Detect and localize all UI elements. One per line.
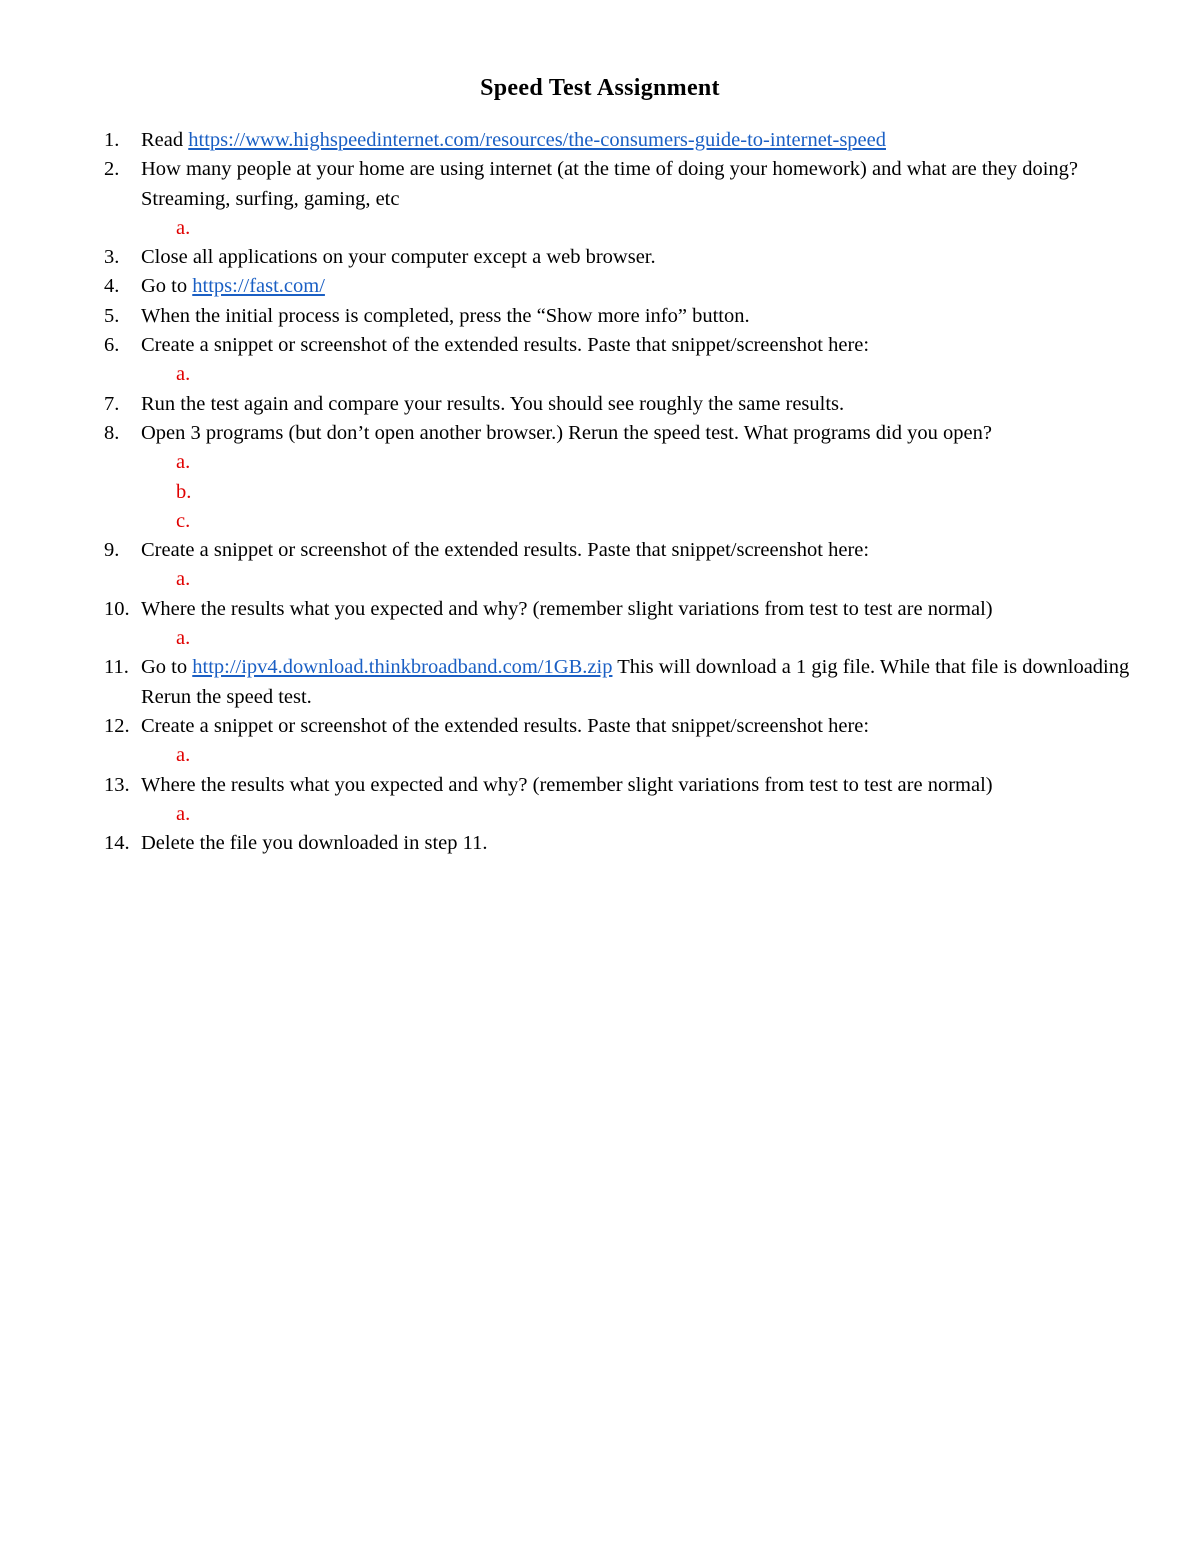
list-item [104,272,1134,301]
list-item [104,419,1134,448]
numbered-list [104,126,1134,858]
list-item [104,653,1134,712]
list-item-number: 13. [104,773,130,796]
list-item [104,302,1134,331]
list-item [104,829,1134,858]
list-item-number: 8. [104,421,120,444]
list-item [104,390,1134,419]
answer-sublabel: a. [176,568,191,591]
list-item-text: Create a snippet or screenshot of the extended results. Paste that snippet/screenshot here: [141,714,870,737]
list-item-text [141,275,325,297]
list-item [104,331,1134,360]
list-item-text: Create a snippet or screenshot of the extended results. Paste that snippet/screenshot here: [141,334,870,357]
list-item [104,243,1134,272]
hyperlink[interactable]: http://ipv4.download.thinkbroadband.com/1GB.zip [192,656,613,679]
list-item-text: Close all applications on your computer except a web browser. [141,246,656,269]
answer-sublabel: a. [176,451,191,474]
list-item-number: 9. [104,539,120,562]
list-item-number: 1. [104,129,120,151]
list-item-text: Create a snippet or screenshot of the extended results. Paste that snippet/screenshot here: [141,539,870,562]
list-item-text: How many people at your home are using internet (at the time of doing your homework) and what are they doing? Streaming, surfing, gaming, etc [141,158,1079,210]
list-item-number: 6. [104,334,120,357]
list-item-text-before-link: Go to [141,656,193,679]
list-item-text: Run the test again and compare your results. You should see roughly the same results. [141,392,845,415]
page-title: Speed Test Assignment [480,75,720,101]
answer-sublabel: c. [176,509,191,532]
list-item-text [141,129,886,151]
answer-sublabel: a. [176,216,191,239]
list-item-text-before-link: Read [141,129,189,151]
list-item [104,155,1134,214]
hyperlink[interactable]: https://www.highspeedinternet.com/resources/the-consumers-guide-to-internet-speed [188,129,886,151]
list-item-text: Where the results what you expected and why? (remember slight variations from test to test are normal) [141,597,993,620]
list-item-number: 3. [104,246,120,269]
list-item-text: When the initial process is completed, press the “Show more info” button. [141,304,750,327]
list-item-number: 2. [104,158,120,181]
list-item-number: 7. [104,392,120,415]
answer-sublabel: b. [176,480,192,503]
list-item [104,595,1134,624]
answer-sublabel: a. [176,363,191,386]
list-item-number: 5. [104,304,120,327]
list-item-number: 10. [104,597,130,620]
list-item [104,712,1134,741]
list-item-text: Where the results what you expected and why? (remember slight variations from test to test are normal) [141,773,993,796]
list-item-text: Open 3 programs (but don’t open another browser.) Rerun the speed test. What programs did you open? [141,421,992,444]
list-item-number: 4. [104,275,120,298]
list-item-number: 11. [104,656,129,679]
answer-sublabel: a. [176,802,191,825]
answer-sublabel: a. [176,627,191,650]
list-item-text-after-link: This will download a 1 gig file. While that file is downloading Rerun the speed test. [141,656,1130,708]
answer-sublabel: a. [176,744,191,767]
list-item [104,126,1134,155]
list-item-text [141,656,1129,707]
hyperlink[interactable]: https://fast.com/ [192,275,325,298]
list-item-number: 14. [104,832,130,855]
list-item [104,771,1134,800]
list-item-number: 12. [104,714,130,737]
list-item-text-before-link: Go to [141,275,193,298]
list-item-text: Delete the file you downloaded in step 11. [141,832,488,855]
list-item [104,536,1134,565]
